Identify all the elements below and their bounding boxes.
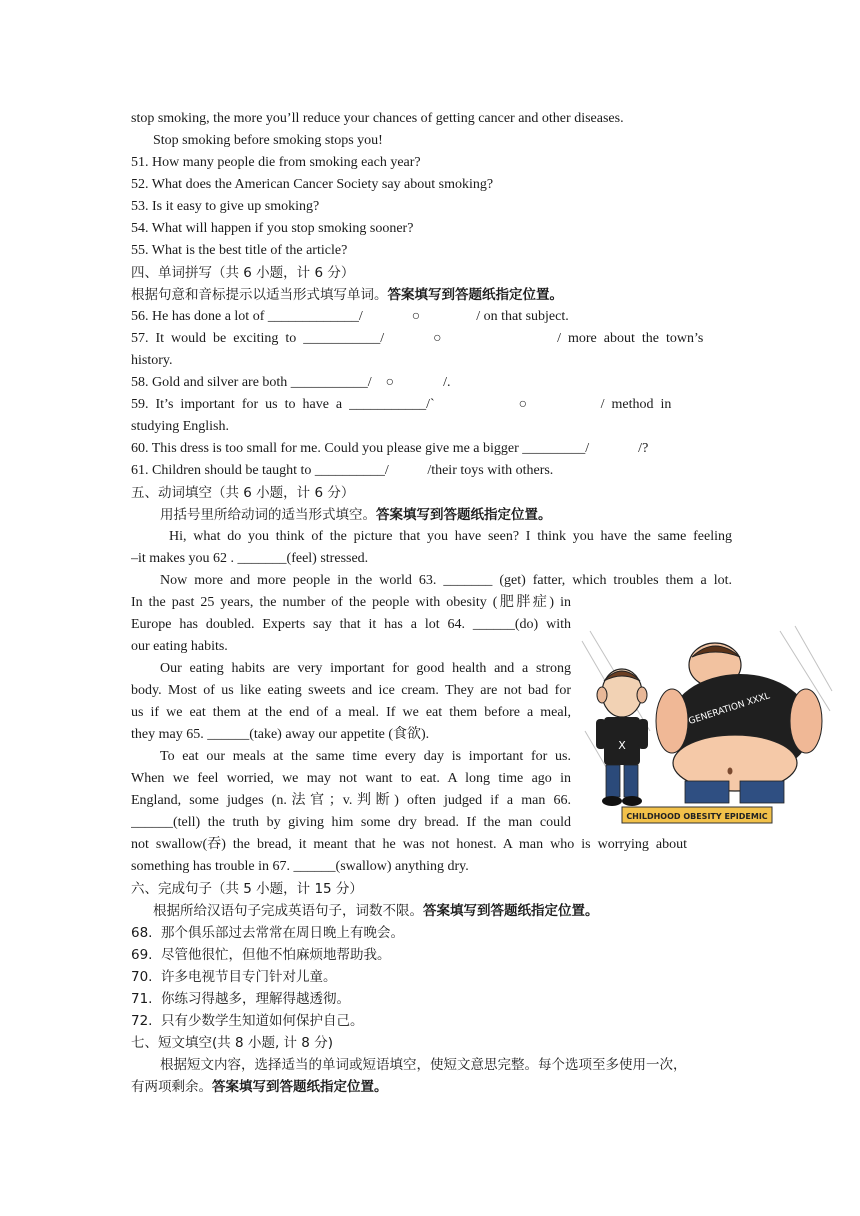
passage-line: Hi, what do you think of the picture that you have seen? I think you have the same feeling [169,529,732,544]
question-69: 69. 尽管他很忙，但他不怕麻烦地帮助我。 [131,947,391,963]
passage-line: England, some judges (n.法官；v.判断) often judged if a man 66. [131,793,571,808]
section7-heading: 七、短文填空(共 8 小题, 计 8 分) [131,1035,333,1051]
section5-heading: 五、动词填空（共 6 小题，计 6 分） [131,485,355,501]
question-60: 60. This dress is too small for me. Could you please give me a bigger _________/ /? [131,441,649,456]
question-58: 58. Gold and silver are both ___________/ ○ /. [131,375,451,390]
question-53: 53. Is it easy to give up smoking? [131,199,320,214]
passage-line: When we feel worried, we may not want to eat. A long time ago in [131,771,571,786]
section6-instructions: 根据所给汉语句子完成英语句子，词数不限。答案填写到答题纸指定位置。 [153,903,599,919]
passage-line: –it makes you 62 . _______(feel) stressed. [131,551,369,566]
passage-line: Our eating habits are very important for good health and a strong [160,661,571,676]
passage-line: they may 65. ______(take) away our appetite (食欲). [131,727,430,742]
passage-line: our eating habits. [131,639,228,654]
question-51: 51. How many people die from smoking each year? [131,155,421,170]
question-54: 54. What will happen if you stop smoking sooner? [131,221,414,236]
question-55: 55. What is the best title of the article? [131,243,348,258]
worksheet-page [131,108,732,1098]
passage-line: Europe has doubled. Experts say that it has a lot 64. ______(do) with [131,617,571,632]
question-59: 59. It’s important for us to have a ___________/ˋ ○ / method in [131,397,672,412]
passage-line: not swallow(吞) the bread, it meant that he was not honest. A man who is worrying about [131,837,688,852]
passage-line: something has trouble in 67. ______(swallow) anything dry. [131,859,469,874]
question-52: 52. What does the American Cancer Society say about smoking? [131,177,494,192]
small-shirt-text: X [618,739,626,752]
section5-instructions: 用括号里所给动词的适当形式填空。答案填写到答题纸指定位置。 [160,507,552,523]
question-57: 57. It would be exciting to ___________/ ○ / more about the town’s [131,331,704,346]
section4-instructions: 根据句意和音标提示以适当形式填写单词。答案填写到答题纸指定位置。 [131,287,563,303]
section4-heading: 四、单词拼写（共 6 小题，计 6 分） [131,265,355,281]
question-59-cont: studying English. [131,419,230,434]
section6-heading: 六、完成句子（共 5 小题，计 15 分） [131,881,363,897]
question-68: 68. 那个俱乐部过去常常在周日晚上有晚会。 [131,925,405,941]
large-shirt-text: GENERATION XXXL [687,691,772,727]
obesity-cartoon [580,621,833,830]
passage-line: In the past 25 years, the number of the people with obesity (肥胖症) in [131,595,571,610]
cartoon-illustration [580,621,833,830]
passage-line: us if we eat them at the end of a meal. If we eat them before a meal, [131,705,571,720]
question-72: 72. 只有少数学生知道如何保护自己。 [131,1013,364,1029]
passage-line: To eat our meals at the same time every day is important for us. [160,749,571,764]
cartoon-caption: CHILDHOOD OBESITY EPIDEMIC [626,812,768,821]
section7-instructions: 根据短文内容，选择适当的单词或短语填空，使短文意思完整。每个选项至多使用一次， [160,1057,687,1073]
reading-slogan: Stop smoking before smoking stops you! [153,133,383,148]
passage-line: Now more and more people in the world 63. _______ (get) fatter, which troubles them a lot. [160,573,732,588]
question-57-cont: history. [131,353,173,368]
section7-instructions-cont: 有两项剩余。答案填写到答题纸指定位置。 [131,1079,388,1095]
reading-tail-line: stop smoking, the more you’ll reduce your chances of getting cancer and other diseases. [131,111,624,126]
passage-line: ______(tell) the truth by giving him some dry bread. If the man could [131,815,571,830]
question-61: 61. Children should be taught to __________/ /their toys with others. [131,463,554,478]
question-71: 71. 你练习得越多，理解得越透彻。 [131,991,351,1007]
question-70: 70. 许多电视节目专门针对儿童。 [131,969,337,985]
passage-line: body. Most of us like eating sweets and ice cream. They are not bad for [131,683,571,698]
question-56: 56. He has done a lot of _____________/ ○ / on that subject. [131,309,569,324]
